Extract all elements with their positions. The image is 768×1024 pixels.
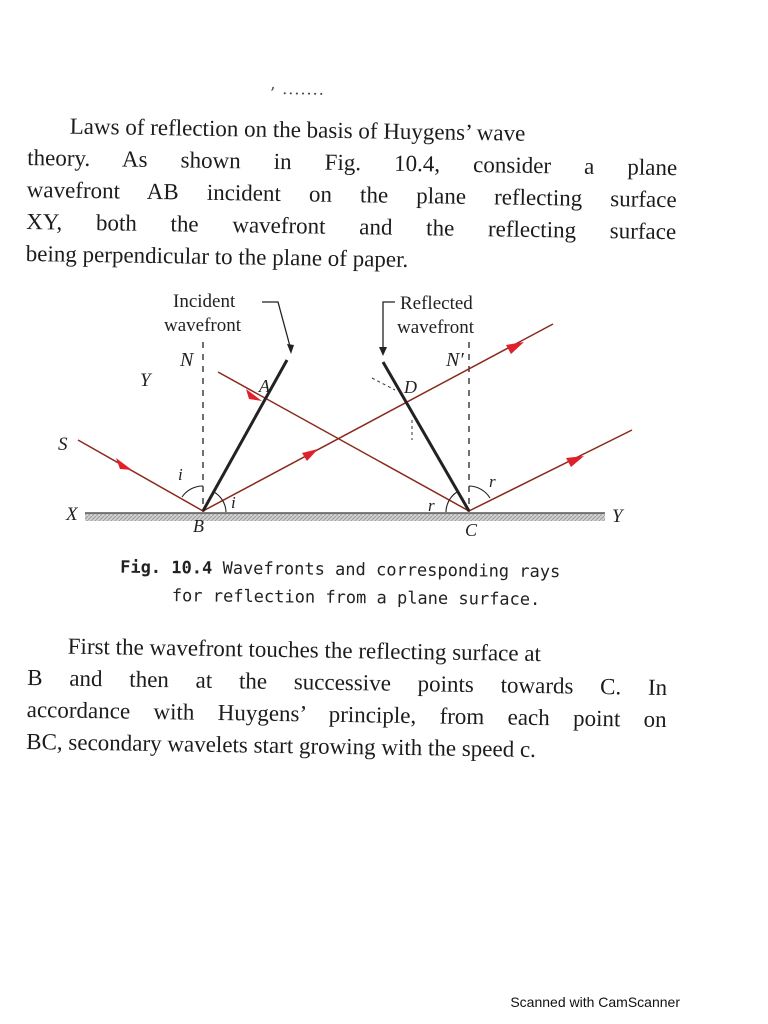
figure-reflection-wavefronts: [0, 280, 768, 550]
label-S: S: [58, 434, 68, 455]
pointer-arrow: [287, 344, 294, 354]
paragraph-line: XY, both the wavefront and the reflecting surface: [26, 208, 677, 245]
pointer-reflected-wavefront: [383, 302, 395, 352]
caption-text-1: Wavefronts and corresponding rays: [222, 558, 561, 583]
angle-arc-i-top: [182, 486, 203, 497]
paragraph-line: B and then at the successive points towards C. In: [27, 664, 668, 701]
caption-label: Fig. 10.4: [120, 557, 213, 579]
cropped-previous-line: ’ ·······: [269, 83, 325, 104]
arrow-reflected-B-mid: [302, 449, 318, 461]
paragraph-line: Laws of reflection on the basis of Huygens’ wave: [69, 113, 526, 146]
paragraph-line: theory. As shown in Fig. 10.4, consider a plane: [27, 144, 678, 181]
label-D: D: [404, 377, 417, 397]
arrow-reflected-C: [566, 456, 584, 467]
arrow-reflected-B-top: [506, 342, 524, 354]
camscanner-watermark: Scanned with CamScanner: [510, 994, 680, 1010]
label-N: N: [180, 349, 194, 371]
paragraph-wavelets: [26, 630, 668, 768]
reflecting-surface: [85, 513, 605, 521]
label-incident-1: Incident: [173, 291, 236, 312]
label-X: X: [66, 504, 78, 525]
label-Y-right: Y: [612, 506, 623, 527]
label-reflected-1: Reflected: [400, 293, 473, 314]
paragraph-line: First the wavefront touches the reflecting surface at: [67, 633, 542, 667]
label-B: B: [193, 516, 204, 536]
paragraph-laws-of-reflection: [25, 110, 677, 280]
reflection-diagram: [0, 280, 768, 550]
label-angle-r-bottom: r: [428, 496, 435, 515]
pointer-incident-wavefront: [262, 302, 291, 350]
incident-ray-A: [218, 372, 469, 511]
label-N-prime: N′: [446, 349, 464, 371]
angle-arc-r-top: [469, 486, 490, 498]
caption-line-2: for reflection from a plane surface.: [171, 586, 541, 610]
label-reflected-2: wavefront: [397, 317, 475, 338]
label-angle-i-bottom: i: [231, 493, 236, 512]
arrow-incident-S: [116, 458, 132, 470]
label-angle-i-top: i: [178, 465, 183, 484]
paragraph-line: accordance with Huygens’ principle, from each point on: [26, 696, 667, 733]
pointer-arrow: [379, 347, 387, 356]
paragraph-line: BC, secondary wavelets start growing with the speed c.: [26, 728, 537, 762]
label-C: C: [465, 520, 478, 540]
figure-caption: [120, 554, 581, 615]
reflected-ray-C: [469, 430, 632, 511]
label-angle-r-top: r: [489, 472, 496, 491]
incident-ray-S: [78, 440, 203, 511]
reflected-wavefront-CD: [383, 362, 469, 511]
label-A: A: [259, 376, 270, 396]
paragraph-line: wavefront AB incident on the plane reflecting surface: [26, 176, 677, 213]
label-Y-left: Y: [140, 370, 151, 391]
label-incident-2: wavefront: [164, 315, 242, 336]
paragraph-line: being perpendicular to the plane of paper.: [25, 240, 409, 272]
